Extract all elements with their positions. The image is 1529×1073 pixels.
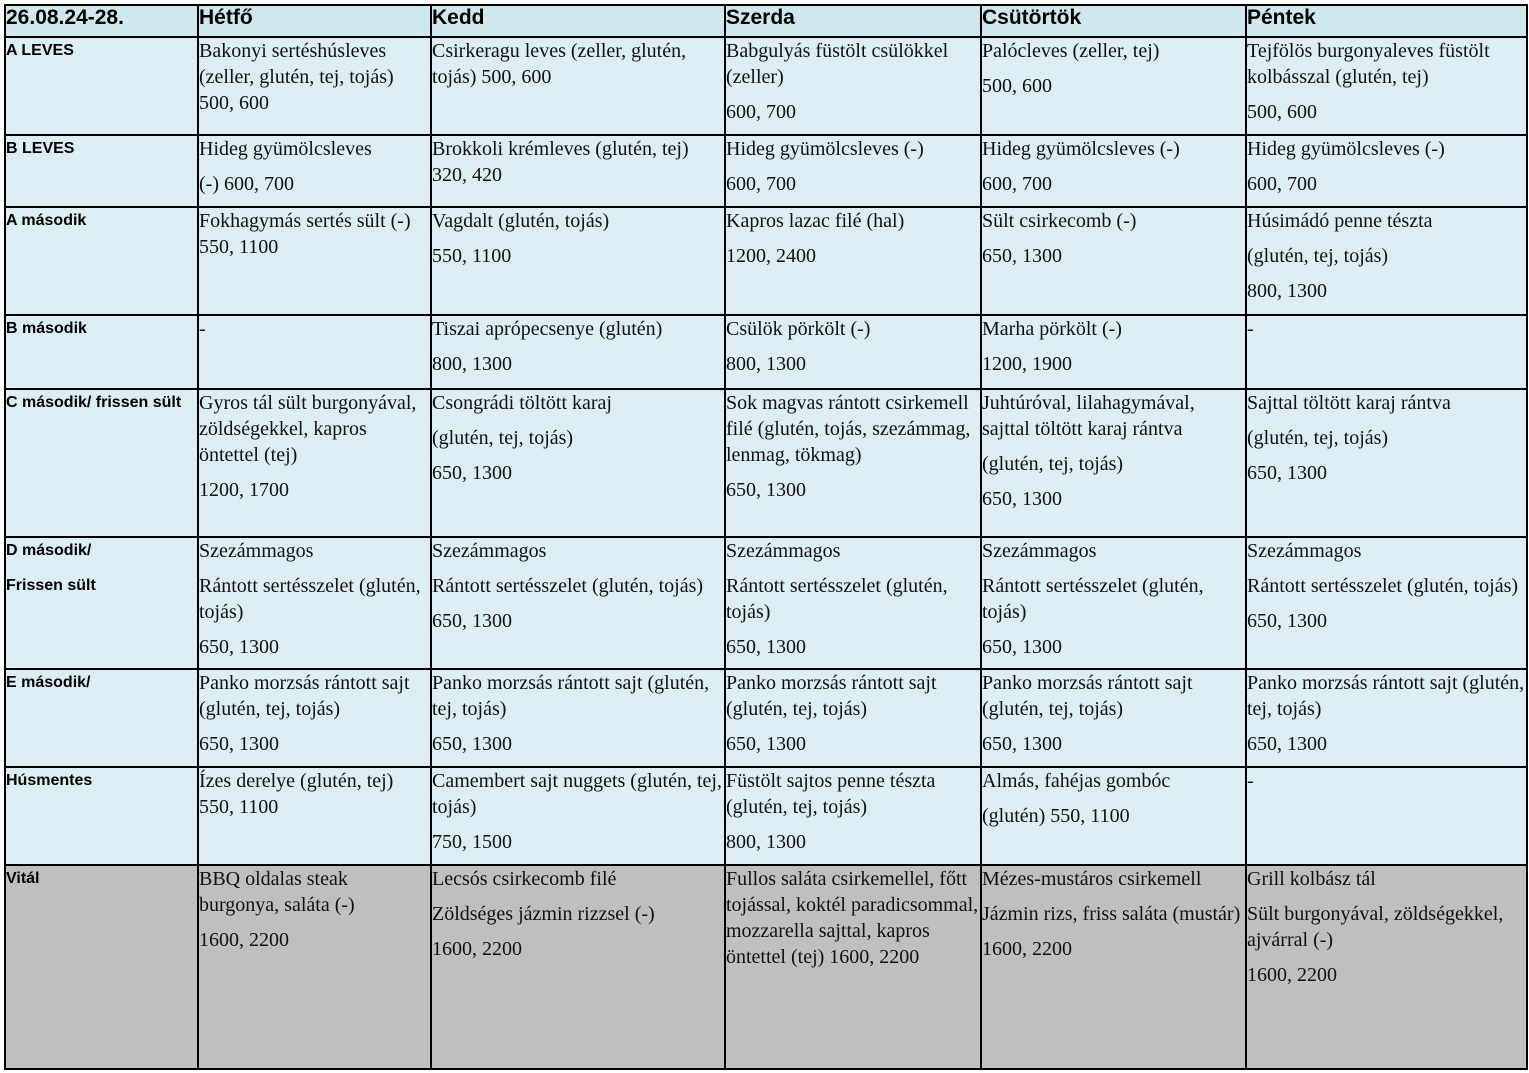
day-header-wednesday: Szerda bbox=[725, 5, 981, 37]
menu-item-text: Camembert sajt nuggets (glutén, tej, tojás) bbox=[432, 770, 722, 818]
menu-item-text: 800, 1300 bbox=[726, 353, 806, 375]
menu-item-text: (glutén, tej, tojás) bbox=[432, 427, 574, 449]
menu-item-text: Juhtúróval, lilahagymával, sajttal töltött karaj rántva bbox=[982, 392, 1195, 440]
menu-item-text: Csülök pörkölt (-) bbox=[726, 318, 871, 340]
menu-item-text: Rántott sertésszelet (glutén, tojás) bbox=[982, 575, 1204, 623]
header-row bbox=[5, 5, 1527, 37]
menu-cell-tuesday bbox=[431, 135, 725, 207]
menu-item-text: 1600, 2200 bbox=[982, 938, 1072, 960]
menu-item-text: Kapros lazac filé (hal) bbox=[726, 210, 905, 232]
menu-cell-tuesday bbox=[431, 767, 725, 865]
menu-cell-thursday bbox=[981, 865, 1246, 1069]
day-header-monday: Hétfő bbox=[198, 5, 431, 37]
menu-cell-tuesday bbox=[431, 207, 725, 315]
menu-cell-monday bbox=[198, 537, 431, 669]
menu-cell-friday bbox=[1246, 207, 1527, 315]
menu-item-text: Szezámmagos bbox=[1247, 540, 1362, 562]
row-label-line: Húsmentes bbox=[6, 772, 93, 789]
menu-cell-friday bbox=[1246, 315, 1527, 389]
menu-item-text: 650, 1300 bbox=[1247, 610, 1327, 632]
table-row bbox=[5, 389, 1527, 537]
menu-cell-friday bbox=[1246, 389, 1527, 537]
row-label bbox=[5, 207, 198, 315]
menu-cell-friday bbox=[1246, 669, 1527, 767]
menu-cell-wednesday bbox=[725, 865, 981, 1069]
menu-item-text: (-) 600, 700 bbox=[199, 173, 294, 195]
menu-cell-friday bbox=[1246, 135, 1527, 207]
menu-item-text: 650, 1300 bbox=[432, 610, 512, 632]
day-header-tuesday: Kedd bbox=[431, 5, 725, 37]
menu-item-text: Grill kolbász tál bbox=[1247, 868, 1376, 890]
table-row bbox=[5, 865, 1527, 1069]
row-label-line: Vitál bbox=[6, 870, 40, 887]
menu-item-text: (glutén, tej, tojás) bbox=[1247, 427, 1389, 449]
menu-cell-thursday bbox=[981, 37, 1246, 135]
menu-item-text: Tiszai aprópecsenye (glutén) bbox=[432, 318, 663, 340]
menu-cell-thursday bbox=[981, 315, 1246, 389]
table-row bbox=[5, 135, 1527, 207]
menu-item-text: 650, 1300 bbox=[982, 636, 1062, 658]
menu-item-text: Fullos saláta csirkemellel, főtt tojással, koktél paradicsommal, mozzarella sajttal, kapros öntettel (tej) 1600, 2200 bbox=[726, 868, 979, 968]
menu-item-text: (glutén) 550, 1100 bbox=[982, 805, 1130, 827]
menu-cell-tuesday bbox=[431, 537, 725, 669]
menu-cell-wednesday bbox=[725, 37, 981, 135]
menu-item-text: 500, 600 bbox=[1247, 101, 1317, 123]
menu-item-text: 800, 1300 bbox=[1247, 280, 1327, 302]
menu-cell-friday bbox=[1246, 537, 1527, 669]
weekly-menu-table bbox=[4, 4, 1528, 1070]
menu-item-text: Bakonyi sertéshúsleves (zeller, glutén, tej, tojás) 500, 600 bbox=[199, 40, 394, 114]
menu-cell-monday bbox=[198, 315, 431, 389]
menu-cell-monday bbox=[198, 135, 431, 207]
day-header-friday: Péntek bbox=[1246, 5, 1527, 37]
menu-item-text: Fokhagymás sertés sült (-) 550, 1100 bbox=[199, 210, 411, 258]
menu-item-text: 1600, 2200 bbox=[1247, 964, 1337, 986]
menu-item-text: 500, 600 bbox=[982, 75, 1052, 97]
menu-cell-wednesday bbox=[725, 767, 981, 865]
menu-item-text: - bbox=[1247, 770, 1254, 792]
menu-item-text: Panko morzsás rántott sajt (glutén, tej, tojás) bbox=[1247, 672, 1525, 720]
row-label bbox=[5, 767, 198, 865]
menu-item-text: 1200, 1700 bbox=[199, 479, 289, 501]
row-label-line: C második/ frissen sült bbox=[6, 394, 182, 411]
menu-item-text: 550, 1100 bbox=[432, 245, 512, 267]
menu-item-text: Palócleves (zeller, tej) bbox=[982, 40, 1160, 62]
menu-item-text: 650, 1300 bbox=[726, 733, 806, 755]
menu-cell-wednesday bbox=[725, 135, 981, 207]
menu-cell-friday bbox=[1246, 767, 1527, 865]
menu-item-text: 650, 1300 bbox=[982, 733, 1062, 755]
menu-item-text: Húsimádó penne tészta bbox=[1247, 210, 1433, 232]
menu-item-text: (glutén, tej, tojás) bbox=[982, 453, 1124, 475]
table-row bbox=[5, 669, 1527, 767]
menu-cell-wednesday bbox=[725, 537, 981, 669]
menu-cell-thursday bbox=[981, 207, 1246, 315]
menu-cell-tuesday bbox=[431, 37, 725, 135]
menu-item-text: 650, 1300 bbox=[1247, 462, 1327, 484]
menu-item-text: Szezámmagos bbox=[982, 540, 1097, 562]
row-label-line: A LEVES bbox=[6, 42, 74, 59]
row-label-line: Frissen sült bbox=[6, 577, 96, 594]
menu-item-text: Lecsós csirkecomb filé bbox=[432, 868, 617, 890]
table-row bbox=[5, 207, 1527, 315]
row-label bbox=[5, 669, 198, 767]
menu-cell-tuesday bbox=[431, 315, 725, 389]
menu-cell-monday bbox=[198, 767, 431, 865]
menu-item-text: Rántott sertésszelet (glutén, tojás) bbox=[726, 575, 948, 623]
menu-cell-monday bbox=[198, 37, 431, 135]
menu-cell-thursday bbox=[981, 135, 1246, 207]
menu-item-text: Hideg gyümölcsleves (-) bbox=[726, 138, 924, 160]
menu-item-text: Tejfölös burgonyaleves füstölt kolbásszal (glutén, tej) bbox=[1247, 40, 1490, 88]
row-label bbox=[5, 537, 198, 669]
menu-cell-wednesday bbox=[725, 389, 981, 537]
menu-cell-thursday bbox=[981, 389, 1246, 537]
menu-cell-monday bbox=[198, 207, 431, 315]
table-row bbox=[5, 315, 1527, 389]
menu-item-text: Hideg gyümölcsleves (-) bbox=[982, 138, 1180, 160]
menu-item-text: 1200, 1900 bbox=[982, 353, 1072, 375]
row-label bbox=[5, 37, 198, 135]
menu-item-text: Rántott sertésszelet (glutén, tojás) bbox=[199, 575, 421, 623]
menu-cell-thursday bbox=[981, 669, 1246, 767]
menu-item-text: 650, 1300 bbox=[1247, 733, 1327, 755]
table-row bbox=[5, 37, 1527, 135]
menu-item-text: 650, 1300 bbox=[432, 733, 512, 755]
menu-item-text: 650, 1300 bbox=[726, 479, 806, 501]
menu-cell-wednesday bbox=[725, 315, 981, 389]
menu-item-text: Sajttal töltött karaj rántva bbox=[1247, 392, 1451, 414]
menu-item-text: 1200, 2400 bbox=[726, 245, 816, 267]
menu-item-text: Babgulyás füstölt csülökkel (zeller) bbox=[726, 40, 949, 88]
menu-cell-wednesday bbox=[725, 669, 981, 767]
menu-item-text: Panko morzsás rántott sajt (glutén, tej, tojás) bbox=[726, 672, 937, 720]
menu-item-text: Vagdalt (glutén, tojás) bbox=[432, 210, 610, 232]
row-label-line: D második/ bbox=[6, 542, 92, 559]
menu-item-text: Marha pörkölt (-) bbox=[982, 318, 1122, 340]
menu-item-text: 1600, 2200 bbox=[432, 938, 522, 960]
menu-item-text: Gyros tál sült burgonyával, zöldségekkel, kapros öntettel (tej) bbox=[199, 392, 417, 466]
menu-cell-tuesday bbox=[431, 865, 725, 1069]
menu-item-text: 650, 1300 bbox=[726, 636, 806, 658]
menu-item-text: Füstölt sajtos penne tészta (glutén, tej, tojás) bbox=[726, 770, 936, 818]
row-label-line: B LEVES bbox=[6, 140, 75, 157]
menu-item-text: Szezámmagos bbox=[432, 540, 547, 562]
menu-item-text: Jázmin rizs, friss saláta (mustár) bbox=[982, 903, 1241, 925]
menu-item-text: Szezámmagos bbox=[726, 540, 841, 562]
menu-item-text: Panko morzsás rántott sajt (glutén, tej, tojás) bbox=[432, 672, 710, 720]
table-row bbox=[5, 537, 1527, 669]
menu-item-text: 1600, 2200 bbox=[199, 929, 289, 951]
menu-item-text: 600, 700 bbox=[1247, 173, 1317, 195]
menu-item-text: Sült burgonyával, zöldségekkel, ajvárral (-) bbox=[1247, 903, 1504, 951]
menu-item-text: 750, 1500 bbox=[432, 831, 512, 853]
menu-item-text: (glutén, tej, tojás) bbox=[1247, 245, 1389, 267]
day-header-thursday: Csütörtök bbox=[981, 5, 1246, 37]
row-label-line: B második bbox=[6, 320, 87, 337]
menu-item-text: 600, 700 bbox=[982, 173, 1052, 195]
menu-cell-friday bbox=[1246, 37, 1527, 135]
menu-cell-tuesday bbox=[431, 389, 725, 537]
menu-item-text: 800, 1300 bbox=[432, 353, 512, 375]
menu-cell-monday bbox=[198, 669, 431, 767]
menu-item-text: Sült csirkecomb (-) bbox=[982, 210, 1137, 232]
row-label bbox=[5, 135, 198, 207]
menu-item-text: 800, 1300 bbox=[726, 831, 806, 853]
menu-item-text: Rántott sertésszelet (glutén, tojás) bbox=[1247, 575, 1519, 597]
menu-item-text: Csongrádi töltött karaj bbox=[432, 392, 612, 414]
menu-item-text: Zöldséges jázmin rizzsel (-) bbox=[432, 903, 655, 925]
menu-item-text: Mézes-mustáros csirkemell bbox=[982, 868, 1202, 890]
menu-item-text: Sok magvas rántott csirkemell filé (glutén, tojás, szezámmag, lenmag, tökmag) bbox=[726, 392, 971, 466]
row-label-line: A második bbox=[6, 212, 87, 229]
row-label-line: E második/ bbox=[6, 674, 91, 691]
menu-item-text: - bbox=[199, 318, 206, 340]
menu-item-text: 600, 700 bbox=[726, 173, 796, 195]
menu-item-text: 650, 1300 bbox=[199, 636, 279, 658]
menu-cell-thursday bbox=[981, 767, 1246, 865]
menu-item-text: - bbox=[1247, 318, 1254, 340]
row-label bbox=[5, 865, 198, 1069]
menu-cell-monday bbox=[198, 389, 431, 537]
menu-item-text: 650, 1300 bbox=[432, 462, 512, 484]
menu-item-text: Rántott sertésszelet (glutén, tojás) bbox=[432, 575, 704, 597]
menu-item-text: Almás, fahéjas gombóc bbox=[982, 770, 1171, 792]
menu-item-text: Szezámmagos bbox=[199, 540, 314, 562]
menu-item-text: Panko morzsás rántott sajt (glutén, tej, tojás) bbox=[982, 672, 1193, 720]
menu-item-text: 600, 700 bbox=[726, 101, 796, 123]
menu-item-text: Brokkoli krémleves (glutén, tej) 320, 420 bbox=[432, 138, 689, 186]
menu-item-text: Csirkeragu leves (zeller, glutén, tojás) 500, 600 bbox=[432, 40, 687, 88]
menu-cell-monday bbox=[198, 865, 431, 1069]
table-row bbox=[5, 767, 1527, 865]
menu-item-text: 650, 1300 bbox=[199, 733, 279, 755]
menu-item-text: 650, 1300 bbox=[982, 488, 1062, 510]
menu-item-text: Ízes derelye (glutén, tej) 550, 1100 bbox=[199, 770, 394, 818]
menu-item-text: Hideg gyümölcsleves bbox=[199, 138, 372, 160]
menu-item-text: 650, 1300 bbox=[982, 245, 1062, 267]
menu-item-text: Panko morzsás rántott sajt (glutén, tej, tojás) bbox=[199, 672, 410, 720]
row-label bbox=[5, 389, 198, 537]
date-range-header: 26.08.24-28. bbox=[5, 5, 198, 37]
menu-item-text: Hideg gyümölcsleves (-) bbox=[1247, 138, 1445, 160]
row-label bbox=[5, 315, 198, 389]
menu-cell-tuesday bbox=[431, 669, 725, 767]
menu-item-text: BBQ oldalas steak burgonya, saláta (-) bbox=[199, 868, 355, 916]
menu-cell-wednesday bbox=[725, 207, 981, 315]
menu-cell-friday bbox=[1246, 865, 1527, 1069]
menu-cell-thursday bbox=[981, 537, 1246, 669]
